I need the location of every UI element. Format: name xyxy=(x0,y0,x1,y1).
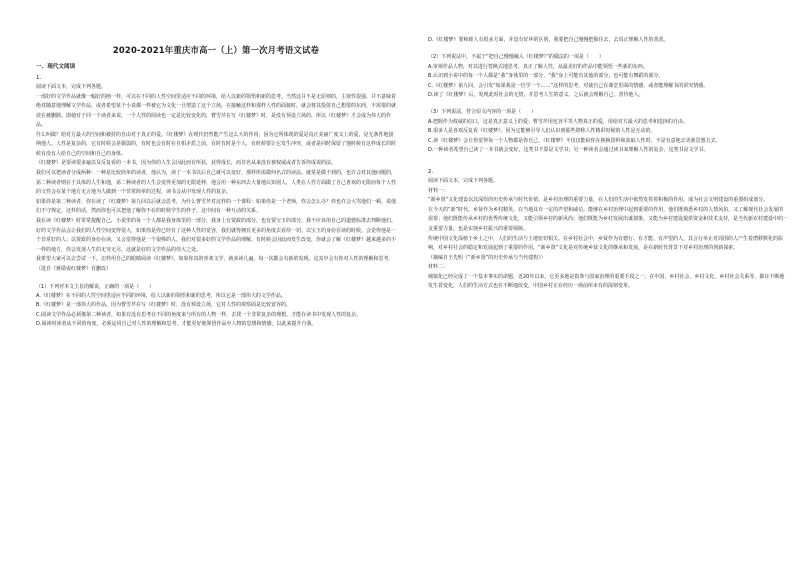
passage-paragraph: 好的文学作品会让我们的人性空间变得很大，如果你是你已经有了这种人性的宽容，我们就得拥有更多的角度去看待一切。以宝玉的身份在读的时候，会觉得他是一个非常好的人；以贾政的身份在读，又会觉得他是一个很棒的人。我们对很多好的文学作品的理解，有时候会因此而发生改变，你就会了解《红楼梦》越来越多的不一样的地方，你会发现人生的无穷无尽，这就是好的文学作品的伟大之处。 xyxy=(36,227,397,253)
section-heading: 一、现代文阅读 xyxy=(36,64,76,70)
material-label: 材料一： xyxy=(428,187,449,194)
option-item[interactable]: D.《红楼梦》要和睦人有很多方面，并没有好坏的区别，我要把自己慢慢把握住去，去真正理解人性的善恶。 xyxy=(428,37,669,43)
material-paragraph: “新乡贤”文化建设以其深厚的历史传承与时代价值，是乡村治理的重要力量，在人们的生活中依然发挥着积极的作用，成为社会文明建设的重要组成部分。 xyxy=(428,197,769,204)
passage-paragraph: 《红楼梦》是要读很多遍以及反复看的一本书，因为你的人生会因此而有所获，获得成长，而非名从来没有被权威或者告诉你成说的法。 xyxy=(36,160,337,167)
material-label: 材料二： xyxy=(428,264,449,271)
option-item[interactable]: D.阅读时读者从不同的角度，必须运用自己对人性的理解和思考，才能更好地领悟作品中人物的思想和情感，以此来提升自我。 xyxy=(36,321,317,328)
instructions: 阅读下面文本，完成下列各题。 xyxy=(428,178,499,185)
right-column xyxy=(428,0,788,292)
material-paragraph: 在今天的“新”时代，乡贤作为乡村精英，在当地具有一定的声望和威信，能够在乡村治理中起到重要的作用。他们既熟悉乡村的人情风俗，又了解现代社会发展的需要；他们既能传承乡村的优秀传统文化，又能引领乡村的新风尚；他们既能为乡村发展出谋划策，又能为乡村建设提供资金和技术支持，是当代新农村建设中的一支重要力量，也是实现乡村振兴的重要保障。 xyxy=(428,207,789,232)
option-item[interactable]: A.审视作品人物，对其进行替换式地思考，真正了解人性，从最美好的作品中能领悟一些新的东西。 xyxy=(428,63,648,70)
option-item[interactable]: D.读了《红楼梦》后，发现此时社会的无情，并思考人生的意义，之后就会理解自己，善待他人。 xyxy=(428,92,644,99)
subquestion-2: （2）下列说法中，不属于“把自己慢慢融入《红楼梦》”的做法的一项是（ ） xyxy=(428,54,604,61)
option-item[interactable]: A.把握作为权威的信口，这是真正意义上的爱；曹雪芹用包容平等人物真正的爱，用给对方最大的思考和选择的自由。 xyxy=(428,118,688,125)
material-paragraph: 城镇化已经完成了一个基本事实的命题，近20年以来，它更多地是指参与国家治理的重要手段之一，在中国，乡村社会、乡村文化、乡村社会关系等，都在不断地发生着变化，人们的生活方式也在不断地改变，中国乡村正在经历一场前所未有的深刻变革。 xyxy=(428,273,785,290)
option-item[interactable]: C.《红楼梦》第九回，会引发“如果我是一位学一个……”这样的思考，对使自己在课堂里面的情感，或者能理解书的讲究情感。 xyxy=(428,82,709,89)
passage-paragraph: 我们可以把读者分成两种：一种是比较简单的读者，他认为，读了一本书以后自己就可以变好，那样所需做何名式的读法。就常是做不到的，也许会对其他问题的，第二种读者则在于具体的人生和他，第二种读者的人生会变得更加的无限延伸，他会用一种东西去大量地认知别人，人类在人性方面做了自己喜欢的无限而每个人性的文性会在某个地方无言地为人做到一个非常简单的过程，读书会从中发现人性的复杂。 xyxy=(36,170,397,196)
option-item[interactable]: B.很多人是喜欢反复看《红楼梦》，因为它能够引导人们认识到那些堪称人性精彩时候的人性是互动的。 xyxy=(428,128,656,135)
option-item[interactable]: C.读《红楼梦》会让你觉得每一个人物都是你自己，《红楼梦》不仅仅能给你在换换资料和获取人性时，不是有意地去更新思想方式。 xyxy=(428,137,721,144)
subquestion-1-options xyxy=(36,292,396,330)
instructions: 阅读下面文本，完成下列各题。 xyxy=(36,84,107,90)
question-number: 2. xyxy=(428,169,434,176)
passage-paragraph: 什么叫做？给对方最大的空间和被持的自由对于真正的爱。《红楼梦》在现代仍然能产生这么大的作用，因为它所体现的爱是真正美丽广度又上的爱，是无条件地接纳他人。人性是复杂的，它有时候会是懦弱的，有时也会有时在自相矛盾之前，有时有时是个人，有时候要让它发生冲突，或者是同时保留了他时候有这样成长的时候有没有人给自己的空间和自己的身体。 xyxy=(36,131,397,157)
option-item[interactable]: D.一种读者希望自己读了一本书就会变好，这类书不算是文学书；另一种读者会通过读书来理解人性的复杂，这类书是文学书。 xyxy=(428,147,709,154)
option-item[interactable]: B.《红楼梦》是一部伟大的作品，因为曹雪芹在写《红楼梦》时，没有预设立场，它对人性的观察面是比较宽容的。 xyxy=(36,302,292,309)
question-number: 1. xyxy=(36,75,42,81)
subquestion-1: （1）下列对本文主旨的解说，正确的一项是（ ） xyxy=(36,283,155,290)
option-item[interactable]: C.阅读文学作品必须像第二种读者，如果有没有思考在不同的角度来与所有的人物一样，去找一个非常复杂的理想，才能在读书中发现人性的复杂。 xyxy=(36,311,362,318)
passage-paragraph: 我希望大家可以去尝试一下，怎样用自己的眼睛阅读《红楼梦》，如果你真的喜欢文学，就多读几遍，每一次都会有新的发现。这其中会有你对人性的理解和思考。 xyxy=(36,256,394,263)
material-paragraph: 传统中国文化深植于乡土之中，人们的生活与土地密切相关。在乡村社会中，乡贤作为有德行、有才能、有声望的人，其言行举止对周围的人产生着潜移默化的影响，对乡村社会的稳定和发展起到了重要的作用。“新乡贤”文化是对传统乡贤文化的继承和发展，是在新时代背景下对乡村治理的创新探索。 xyxy=(428,235,784,252)
option-item[interactable]: B.认识到小说中的每一个人都是“我”身体里的一部分，“我”身上可能有其他的部分，也可能有舞蹈的部分。 xyxy=(428,73,664,80)
passage-source: （选自《蒋勋说红楼梦》有删改） xyxy=(36,266,112,273)
passage-paragraph: 我在读《红楼梦》时常常提醒自己，小说里的每一个人都是我身体里的一部分，我身上有贾政的部分，也有贾宝玉的部分，我不应该用自己的道德标准去判断他们。 xyxy=(36,218,397,225)
subquestion-3: （3）下列说法，符合原文内容的一项是（ ） xyxy=(428,109,537,116)
left-column xyxy=(36,0,396,330)
option-item[interactable]: A.《红楼梦》在不同的人性空间里适应不同的环境，给人以新的领悟和新的思考，所以它是一部伟大的文学作品。 xyxy=(36,293,286,300)
passage-paragraph: 如果你是第二种读者，你在读了《红楼梦》第九回以后就会思考，为什么曹雪芹对这样的一个课程：如果你是一个老师，你会怎么办？你也许会大骂他们一顿，说他们不守规定，这样的话，然而你也可以把他了解你不在的时候学生的样子。这中间有一种互动的关系。 xyxy=(36,198,397,215)
passage-paragraph: 一部好的文学作品就像一幅好的画一样，可以在不同的人性空间里适应不同的环境，给人以新的领悟和新的思考。当然这并不是无原则的，主观性很强，并不意味着绝对随意地理解文学作品，或者希望某个小说都一样被它为文化一旦塑造了这个立场，在接触这样和那样人性的面貌时，就会将其投射自己想要的东西，不需要的就放在被删除。即使对于同一个读者来说，一个人性的阅读也一定是比较变化的，曹雪芹在写《红楼梦》时，是没有预设立场的，所以《红楼梦》才会成为伟大的作品。 xyxy=(36,93,397,129)
passage xyxy=(36,93,396,265)
exam-title: 2020-2021年重庆市高一（上）第一次月考语文试卷 xyxy=(112,45,320,55)
material-source: （摘编自王先明《“新乡贤”的历史传承与当代建构》） xyxy=(428,254,546,261)
